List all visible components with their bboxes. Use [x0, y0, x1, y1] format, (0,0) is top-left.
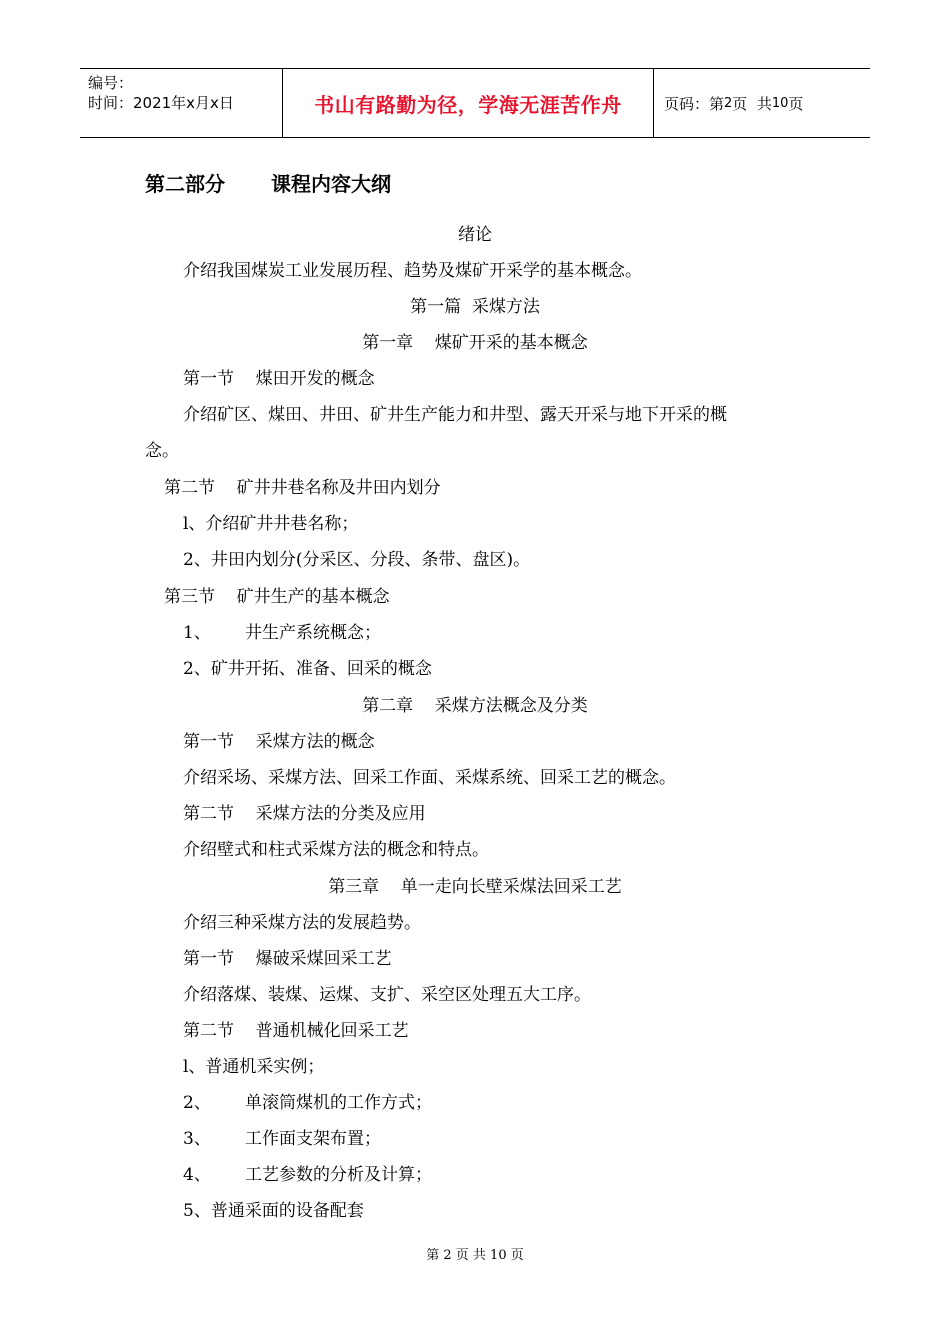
list-marker: 3、	[183, 1129, 211, 1149]
heading-section: 第二节 矿井井巷名称及井田内划分	[164, 478, 441, 498]
header-page-info	[654, 69, 870, 137]
heading-section: 第二节 采煤方法的分类及应用	[183, 804, 426, 824]
heading-introduction: 绪论	[458, 225, 492, 245]
list-item: 2、矿井开拓、准备、回采的概念	[183, 659, 432, 679]
page-label-suffix: 页	[788, 94, 804, 113]
number-label: 编号：	[88, 74, 134, 92]
heading-section: 第一节 采煤方法的概念	[183, 732, 375, 752]
list-item: l、介绍矿井井巷名称；	[183, 514, 359, 534]
list-marker: 2、	[183, 1093, 211, 1113]
page-number: 2	[724, 95, 733, 111]
list-item: 5、普通采面的设备配套	[183, 1201, 364, 1221]
time-label: 时间：2021年x月x日	[88, 94, 234, 112]
section-title	[145, 173, 391, 195]
list-item: 2、井田内划分(分采区、分段、条带、盘区)。	[183, 550, 531, 570]
heading-section: 第一节 爆破采煤回采工艺	[183, 949, 392, 969]
list-text: 井生产系统概念；	[245, 623, 381, 643]
section-name: 课程内容大纲	[271, 172, 391, 196]
list-marker: 1、	[183, 623, 211, 643]
paragraph: 介绍我国煤炭工业发展历程、趋势及煤矿开采学的基本概念。	[183, 261, 642, 281]
heading-chapter: 第一章 煤矿开采的基本概念	[362, 333, 588, 353]
list-text: 工艺参数的分析及计算；	[245, 1165, 432, 1185]
paragraph: 介绍壁式和柱式采煤方法的概念和特点。	[183, 840, 489, 860]
list-item	[183, 1128, 381, 1150]
list-item	[183, 1092, 432, 1114]
paragraph: 介绍采场、采煤方法、回采工作面、采煤系统、回采工艺的概念。	[183, 768, 676, 788]
list-item: l、普通机采实例；	[183, 1057, 325, 1077]
paragraph: 介绍三种采煤方法的发展趋势。	[183, 913, 421, 933]
page-header	[80, 68, 870, 138]
paragraph: 念。	[145, 441, 179, 461]
list-item	[183, 1164, 432, 1186]
heading-section: 第二节 普通机械化回采工艺	[183, 1021, 409, 1041]
page-total: 10	[771, 95, 789, 111]
heading-chapter: 第二章 采煤方法概念及分类	[362, 696, 588, 716]
heading-part: 第一篇 采煤方法	[410, 297, 540, 317]
page-footer: 第 2 页 共 10 页	[426, 1248, 524, 1263]
list-item	[183, 622, 381, 644]
paragraph: 介绍矿区、煤田、井田、矿井生产能力和井型、露天开采与地下开采的概	[183, 405, 727, 425]
page-label-prefix: 页码：第	[664, 94, 725, 113]
list-text: 工作面支架布置；	[245, 1129, 381, 1149]
paragraph: 介绍落煤、装煤、运煤、支扩、采空区处理五大工序。	[183, 985, 591, 1005]
heading-chapter: 第三章 单一走向长壁采煤法回采工艺	[328, 877, 622, 897]
section-part: 第二部分	[145, 172, 225, 196]
header-motto: 书山有路勤为径，学海无涯苦作舟	[282, 69, 654, 137]
page-label-mid: 页 共	[732, 94, 772, 113]
list-marker: 4、	[183, 1165, 211, 1185]
list-text: 单滚筒煤机的工作方式；	[245, 1093, 432, 1113]
heading-section: 第一节 煤田开发的概念	[183, 369, 375, 389]
header-meta	[80, 69, 282, 137]
heading-section: 第三节 矿井生产的基本概念	[164, 587, 390, 607]
